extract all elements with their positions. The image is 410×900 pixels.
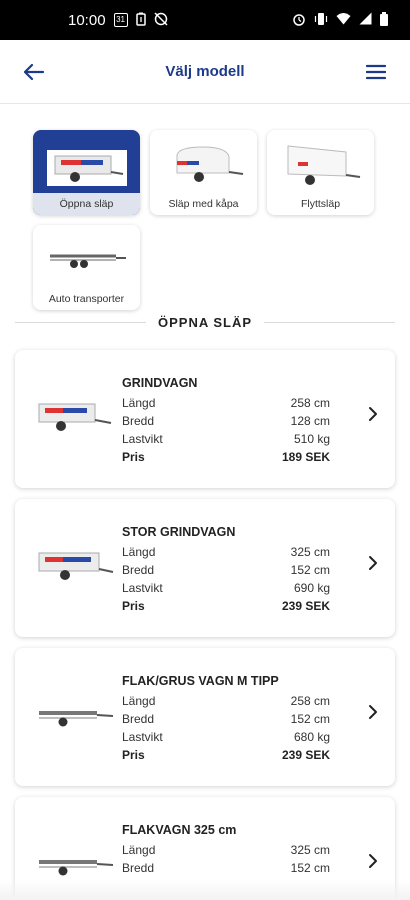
category-tile-auto-transporter[interactable] <box>33 225 140 310</box>
battery-saver-icon <box>136 12 146 29</box>
product-name: FLAKVAGN 325 cm <box>122 823 237 837</box>
spec-row-width: Bredd 128 cm <box>122 414 330 428</box>
category-label: Flyttsläp <box>267 193 374 215</box>
status-time: 10:00 <box>68 11 106 29</box>
back-button[interactable] <box>20 58 48 86</box>
wifi-icon <box>336 12 351 28</box>
category-label: Öppna släp <box>33 193 140 215</box>
spec-row-width: Bredd 152 cm <box>122 563 330 577</box>
spec-row-price: Pris 239 SEK <box>122 748 330 762</box>
vibrate-icon <box>314 12 328 29</box>
page-title: Välj modell <box>165 63 245 80</box>
chevron-right-icon <box>365 406 381 422</box>
category-tile-slap-med-kapa[interactable] <box>150 130 257 215</box>
divider <box>15 322 146 323</box>
trailer-image <box>29 688 121 744</box>
spec-row-load: Lastvikt 680 kg <box>122 730 330 744</box>
spec-row-width: Bredd 152 cm <box>122 712 330 726</box>
chevron-right-icon <box>365 555 381 571</box>
menu-button[interactable] <box>362 58 390 86</box>
product-card-stor-grindvagn[interactable] <box>15 499 395 637</box>
product-card-flak-grus-vagn[interactable] <box>15 648 395 786</box>
category-label: Auto transporter <box>33 288 140 310</box>
category-selector <box>33 130 393 310</box>
product-specs <box>122 692 330 764</box>
spec-row-width: Bredd 152 cm <box>122 861 330 875</box>
trailer-image <box>29 539 121 595</box>
moving-trailer-image <box>277 138 364 190</box>
car-transporter-image <box>43 233 130 285</box>
spec-row-length: Längd 325 cm <box>122 843 330 857</box>
product-name: STOR GRINDVAGN <box>122 525 236 539</box>
spec-row-load: Lastvikt 510 kg <box>122 432 330 446</box>
product-specs <box>122 394 330 466</box>
spec-row-price: Pris 239 SEK <box>122 599 330 613</box>
chevron-right-icon <box>365 704 381 720</box>
hamburger-menu-icon <box>366 64 386 80</box>
spec-row-length: Längd 258 cm <box>122 396 330 410</box>
spec-row-load: Lastvikt 690 kg <box>122 581 330 595</box>
trailer-image <box>29 390 121 446</box>
section-header <box>15 315 395 330</box>
status-bar <box>0 0 410 40</box>
category-label: Släp med kåpa <box>150 193 257 215</box>
product-name: GRINDVAGN <box>122 376 198 390</box>
product-card-grindvagn[interactable] <box>15 350 395 488</box>
calendar-icon: 31 <box>114 13 128 27</box>
covered-trailer-image <box>160 138 247 190</box>
battery-icon <box>380 12 388 29</box>
category-tile-oppna-slap[interactable] <box>33 130 140 215</box>
section-title: ÖPPNA SLÄP <box>157 315 253 330</box>
chevron-right-icon <box>365 853 381 869</box>
app-bar <box>0 40 410 104</box>
divider <box>264 322 395 323</box>
spec-row-price: Pris 189 SEK <box>122 450 330 464</box>
alarm-icon <box>292 12 306 29</box>
spec-row-length: Längd 325 cm <box>122 545 330 559</box>
product-specs <box>122 841 330 877</box>
bottom-fade <box>0 880 410 900</box>
signal-icon <box>359 12 372 28</box>
product-name: FLAK/GRUS VAGN M TIPP <box>122 674 279 688</box>
spec-row-length: Längd 258 cm <box>122 694 330 708</box>
arrow-left-icon <box>23 63 45 81</box>
category-tile-flyttslap[interactable] <box>267 130 374 215</box>
do-not-disturb-off-icon <box>154 12 168 29</box>
product-specs <box>122 543 330 615</box>
open-trailer-image <box>47 150 127 186</box>
